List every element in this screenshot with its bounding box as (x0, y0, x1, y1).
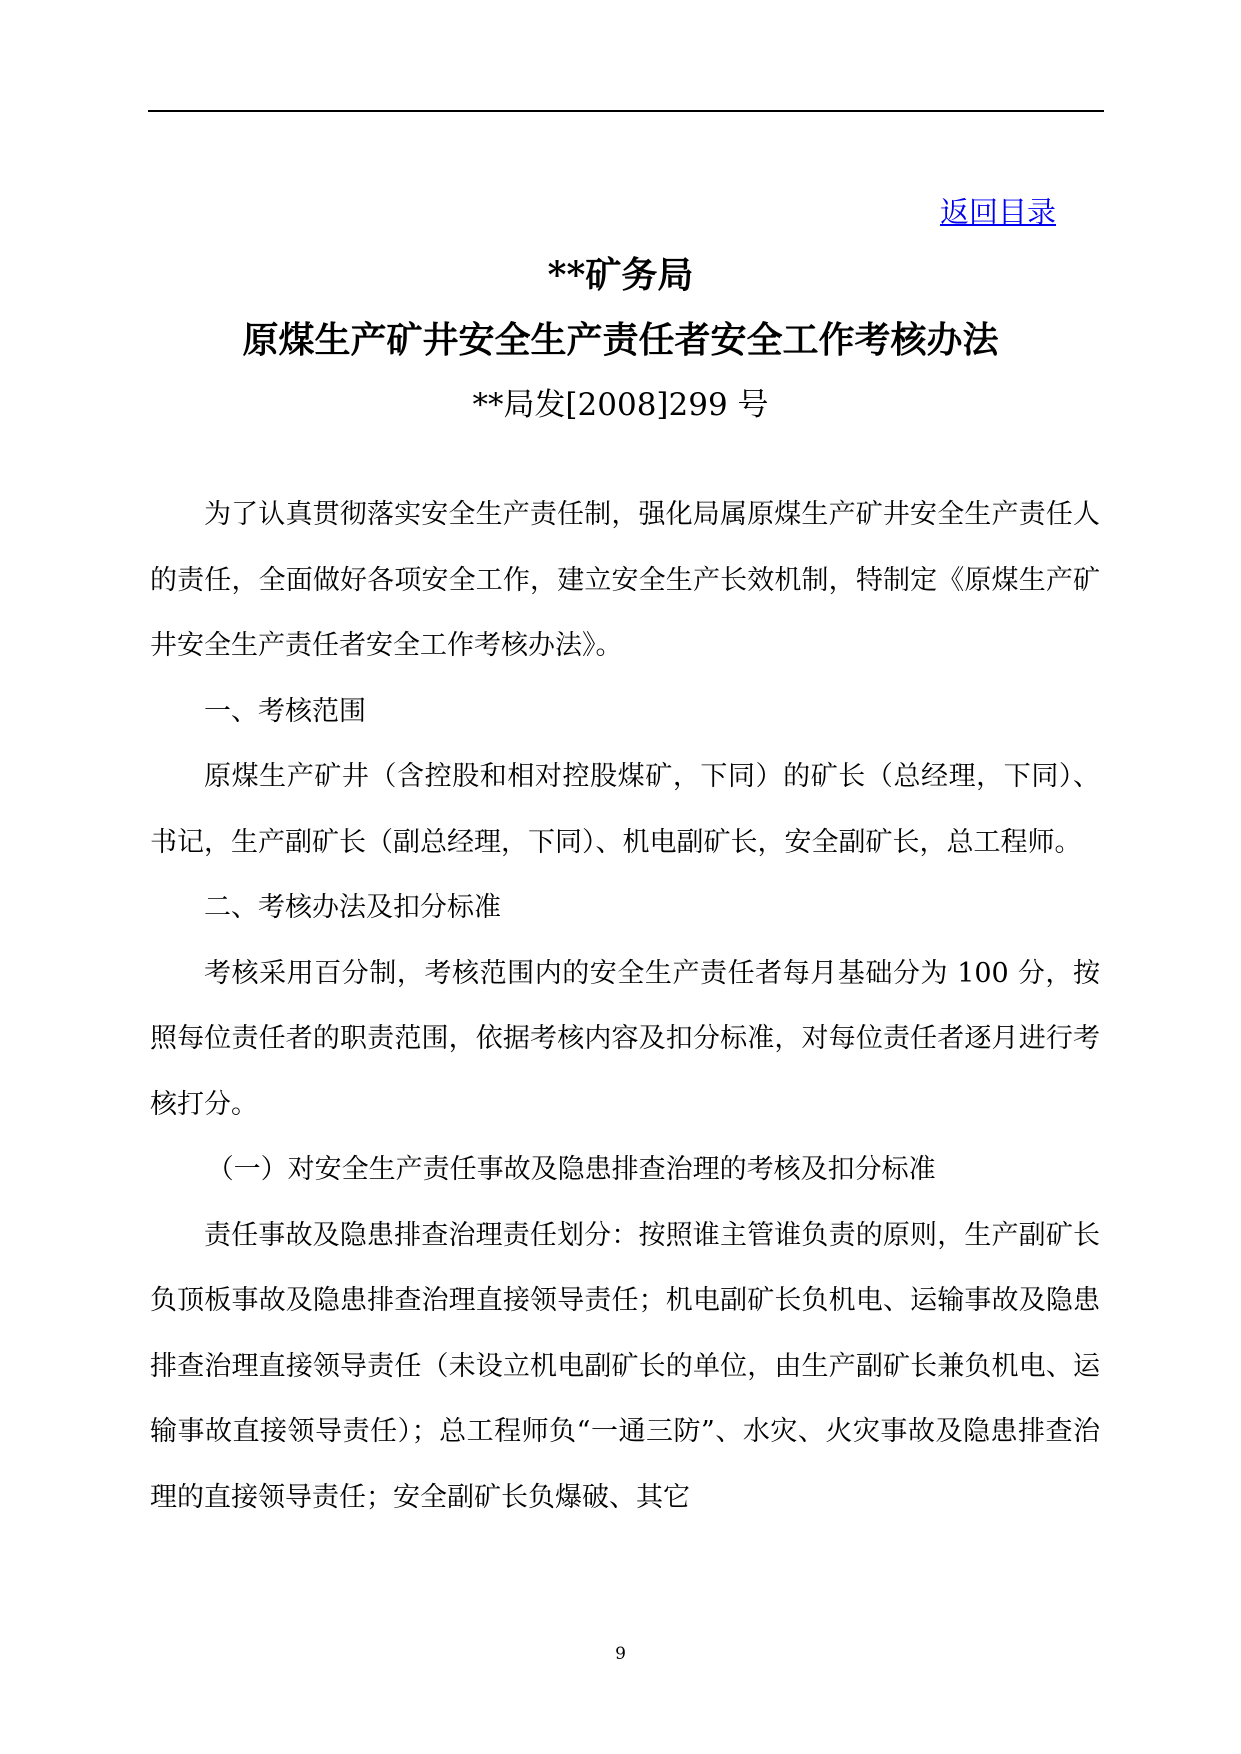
subsection-heading-accidents: （一）对安全生产责任事故及隐患排查治理的考核及扣分标准 (206, 1154, 936, 1185)
document-number: **局发[2008]299 号 (472, 387, 769, 423)
document-title: 原煤生产矿井安全生产责任者安全工作考核办法 (242, 319, 999, 361)
paragraph-scope: 原煤生产矿井（含控股和相对控股煤矿，下同）的矿长（总经理，下同）、书记，生产副矿长（副总经理，下同）、机电副矿长，安全副矿长，总工程师。 (150, 761, 1100, 858)
paragraph-responsibility: 责任事故及隐患排查治理责任划分：按照谁主管谁负责的原则，生产副矿长负顶板事故及隐患排查治理直接领导责任；机电副矿长负机电、运输事故及隐患排查治理直接领导责任（未设立机电副矿长的单位，由生产副矿长兼负机电、运输事故直接领导责任）；总工程师负“一通三防”、水灾、火灾事故及隐患排查治理的直接领导责任；安全副矿长负爆破、其它 (150, 1219, 1100, 1513)
paragraph-intro: 为了认真贯彻落实安全生产责任制，强化局属原煤生产矿井安全生产责任人的责任，全面做好各项安全工作，建立安全生产长效机制，特制定《原煤生产矿井安全生产责任者安全工作考核办法》。 (150, 499, 1100, 661)
section-heading-method: 二、考核办法及扣分标准 (204, 892, 501, 923)
header-rule (148, 110, 1104, 112)
paragraph-method: 考核采用百分制，考核范围内的安全生产责任者每月基础分为 100 分，按照每位责任者的职责范围，依据考核内容及扣分标准，对每位责任者逐月进行考核打分。 (150, 957, 1100, 1120)
document-body (150, 482, 1100, 1530)
back-to-contents-link[interactable]: 返回目录 (939, 195, 1056, 229)
organization-title: **矿务局 (547, 254, 694, 296)
page-number: 9 (615, 1644, 626, 1664)
section-heading-scope: 一、考核范围 (204, 695, 366, 727)
